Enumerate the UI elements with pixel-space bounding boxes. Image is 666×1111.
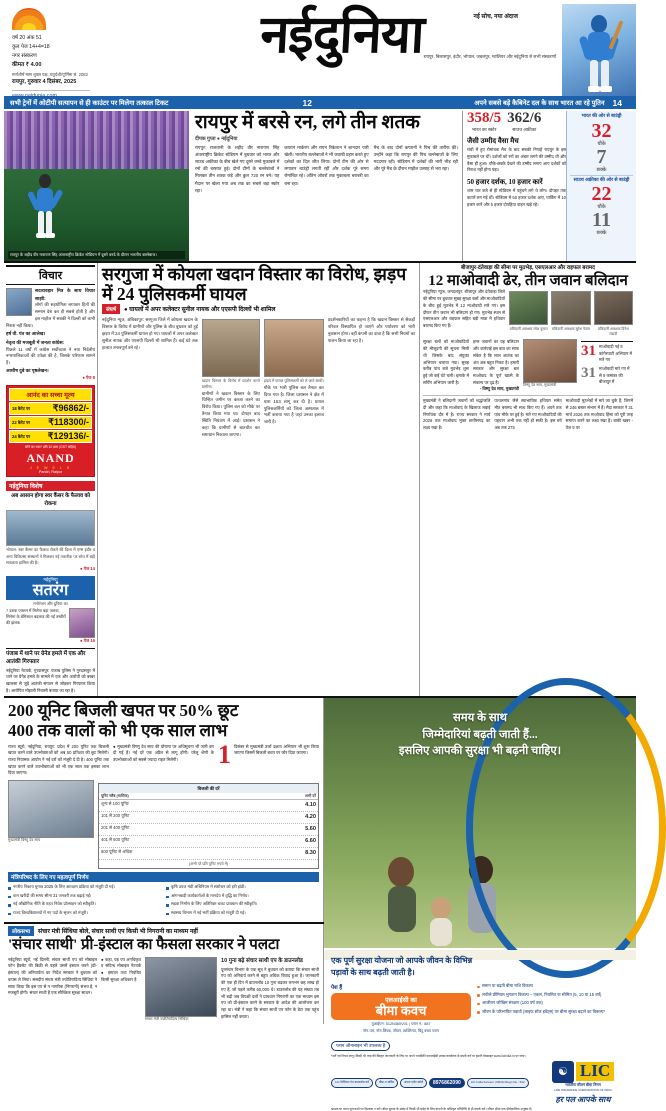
martyr-photo-1: [509, 291, 548, 325]
lic-lower-panel: [324, 950, 636, 1111]
martyr-caption-3: बलिदानी आरक्षक दिनेश मंडावी: [597, 327, 629, 337]
sanchar-col-2: ● कहा, यह एप अनधिकृत व संदिग्ध मोबाइल नेटवर्क ● इंस्टाल तथा नियंत्रित किसी सुरक्षा अधिकार है: [101, 956, 142, 982]
sanchar-story: [4, 924, 324, 1025]
lic-chip-agent[interactable]: अपना एजेंट खोजें: [400, 1078, 427, 1088]
rate-table-row: [99, 848, 318, 860]
opinion-page-ref[interactable]: ● पेज 8: [82, 374, 95, 380]
electricity-col-2: ● मुख्यमंत्री विष्णु देव साय की घोषणा पर अधिसूचना भी जारी कर दी गई है। नई दरें एक अप्रैल से लागू होंगी। घरेलू श्रेणी के उपभोक्ताओं को सबसे ज्यादा राहत मिलेगी।: [113, 743, 214, 762]
lic-disclaimer: *शर्तें एवं नियम लागू। किसी भी तरह की विस्तृत जानकारी के लिए या अपने नजदीकी एलआईसी शाखा कार्यालय से संपर्क करें या हमारी वेबसाइट www.licindia.in पर जाएं।: [331, 1054, 526, 1059]
india-score-block: [467, 111, 501, 133]
gold-rate-ad[interactable]: [6, 385, 95, 477]
maoist-quote-source: - विष्णु देव साय, मुख्यमंत्री: [479, 386, 519, 392]
coal-col-2: ग्रामीणों ने खदान विस्तार के लिए चिन्हित जमीन पर कब्जा करने का विरोध किया। पुलिस बल को मौके पर तैनात किया गया था। दोपहर बाद स्थिति नियंत्रण में आई। प्रशासन ने कहा कि ग्रामीणों से बातचीत कर समाधान निकाला जाएगा।: [201, 390, 260, 437]
gold-rate-row: [9, 416, 92, 429]
gold-ad-note: सोने का भाव* प्रति 10 ग्राम (GST सहित): [25, 444, 76, 449]
minister-caption: मुख्यमंत्री विष्णु देव साय: [8, 838, 41, 843]
lic-feature: लचीले प्रीमियम भुगतान विकल्प – एकल, नियमित या सीमित (5, 10 या 15 वर्ष): [477, 992, 629, 999]
price-line: कीमत ₹ 4.00: [12, 62, 42, 69]
sanchar-col-1: [8, 957, 97, 1023]
lic-slogan: हर पल आपके साथ: [555, 1094, 611, 1104]
hindi-date-line: मार्गशीर्ष मास शुक्ल पक्ष, चतुर्दशी/पूर्णिमा सं. 2082: [12, 72, 88, 78]
lic-tagline-line-3: इसलिए आपकी सुरक्षा भी बढ़नी चाहिए।: [398, 745, 562, 758]
maoist-stat-1-text: माओवादी नई व कांगेरघाटी अभियान में मारे गए: [599, 344, 633, 363]
maoist-stats: [581, 341, 633, 385]
lic-pesh-label: पेश हैं: [331, 985, 343, 992]
satrang-banner[interactable]: [6, 576, 95, 600]
satrang-content: [6, 608, 95, 638]
martyr-caption-2: बलिदानी आरक्षक सुरेश नेताम: [551, 327, 591, 332]
crowd-background: [4, 111, 189, 173]
band-two: [4, 263, 636, 698]
rate-table-header: [99, 793, 318, 800]
sa-sixes-unit: छक्के: [596, 230, 607, 237]
lic-chip-group: [331, 1078, 532, 1088]
score-sub1-text: रांची में हुए रोमांचक मैच के बाद सबकी निगाहें रायपुर के इस मुकाबले पर थीं। दर्शकों को रनों का अंबार लगने की उम्मीद थी और वैसा ही हुआ। चौके-छक्के देखने की उम्मीद लगाए आए दर्शकों को निराश नहीं होना पड़ा।: [467, 147, 566, 173]
lic-brand-tags: नॉन-पार, नॉन-लिंक्ड, जीवन, व्यक्तिगत, बिंदु बचत प्लान: [363, 1029, 439, 1034]
cm-photo-wrap: [523, 339, 577, 393]
opinion-author-photo: [6, 288, 32, 316]
martyr-caption-1: बलिदानी आरक्षक रमेश कुमार: [509, 327, 548, 332]
maoist-foot-row: [423, 395, 633, 432]
lic-tagline: [324, 710, 636, 759]
cabinet-item: आंगनबाड़ी कार्यकर्ताओं के मानदेय में वृद्धि का निर्णय।: [166, 893, 319, 900]
sanchar-minister-photo: [145, 957, 217, 1017]
lead-photo-caption: रायपुर के शहीद वीर नारायण सिंह अंतरराष्ट्रीय क्रिकेट स्टेडियम में दूसरे वनडे के दौरान भारतीय बल्लेबाज।: [8, 251, 185, 259]
lead-photo: [4, 111, 189, 261]
lead-story: [4, 111, 636, 263]
electricity-headline-1[interactable]: 200 यूनिट बिजली खपत पर 50% छूट: [8, 701, 239, 721]
lic-feature: जीवन के परिभाषित पड़ावों (लाइफ स्टेज इवेंट्स) पर बीमा सुरक्षा बढ़ाने का विकल्प*: [477, 1009, 629, 1016]
batsman-illustration: [566, 10, 632, 96]
sanchar-headline[interactable]: 'संचार साथी' प्री-इंस्टाल का फैसला सरकार ने पलटा: [8, 936, 280, 953]
opinion-item-2[interactable]: [6, 339, 95, 375]
lic-chip-app[interactable]: LIC डिजिटल ऐप डाउनलोड करें: [331, 1078, 373, 1088]
opinion-item-2-title: नेतृत्व की मजबूती में जनता कांग्रेस:: [6, 340, 65, 346]
rate-slab-1: शून्य से 100 यूनिट: [101, 801, 129, 807]
coal-headline[interactable]: सरगुजा में कोयला खदान विस्तार का विरोध, झड़प में 24 पुलिसकर्मी घायल: [102, 264, 407, 304]
satrang-brand-small: नईदुनिया: [43, 576, 58, 582]
volume-line: वर्ष 20 अंक 51: [12, 35, 42, 41]
cabinet-item: नगरीय निकाय चुनाव 2025 के लिए आरक्षण प्रक्रिया को मंजूरी दी गई।: [8, 884, 161, 891]
coal-caption-2: झड़प में घायल पुलिसकर्मी को ले जाते साथी।: [263, 379, 324, 384]
sa-boundary-caption: साउथ अफ्रीका की ओर से बाउंड्री: [573, 177, 630, 183]
maoist-mugshots: [509, 291, 633, 325]
punjab-headline[interactable]: पंजाब में थाने पर ग्रेनेड हमले में एक और आतंकी गिरफ्तार: [6, 648, 95, 667]
electricity-columns: [8, 739, 319, 778]
lic-wordmark: LIC: [576, 1062, 614, 1081]
masthead-tagline: नई सोच, नया अंदाज: [473, 14, 518, 20]
cabinet-item: सड़क निर्माण के लिए अतिरिक्त बजट प्रावधान की स्वीकृति।: [166, 901, 319, 908]
cabinet-item: धान खरीदी की समय सीमा 31 जनवरी तक बढ़ाई गई।: [8, 893, 161, 900]
coal-col-4: प्रदर्शनकारियों का कहना है कि खदान विस्तार से सैकड़ों परिवार विस्थापित हो जाएंगे और पर्यावरण को भारी नुकसान होगा। वहीं कंपनी का दावा है कि सभी नियमों का पालन किया जा रहा है।: [327, 317, 415, 343]
cities-line: रायपुर, बिलासपुर, इंदौर, भोपाल, जबलपुर, ग्वालियर और नईदुनिया से सभी संस्करणों: [423, 54, 556, 59]
coal-photo-1: [202, 319, 260, 377]
maoist-stat-row-2: [581, 366, 633, 385]
sanchar-sub-headline: 10 गुना बढ़े संचार साथी एप के डाउनलोड: [221, 957, 303, 964]
cm-photo: [523, 339, 577, 383]
satrang-text: 7 दशक एक्शन में मिलेगा बड़ा जलवा, सिनेमा के बेमिसाल बदलाव की नई तस्वीरों की झलक: [6, 607, 66, 626]
maoist-foot-2-wrap: [566, 398, 633, 432]
cabinet-item: कृषि उपज मंडी अधिनियम में संशोधन को हरी झंडी।: [166, 884, 319, 891]
sa-score-label: साउथ अफ्रीका: [512, 127, 537, 132]
maoist-quote: हमर जवानों का यह बलिदान और कार्रवाई इस बात का साफ संकेत है कि लाल आतंक का अंत अब बहुत निकट है। हमारी सरकार और सुरक्षा बल माओवाद के पूर्ण खात्मे के संकल्प पर दृढ़ हैं।: [473, 339, 519, 385]
satrang-brand: सतरंग: [32, 581, 69, 599]
lead-col-3: मैच के बाद दोनों कप्तानों ने पिच की तारीफ की। उन्होंने कहा कि रायपुर की पिच बल्लेबाजों के लिए मददगार रही। स्टेडियम में दर्शकों की भारी भीड़ रही और पूरे मैच के दौरान माहौल उत्साह से भरा रहा।: [373, 144, 458, 172]
gold-rate-row: [9, 402, 92, 415]
india-sixes-unit: छक्के: [596, 166, 607, 173]
place-date-line: रायपुर, गुरुवार 4 दिसंबर, 2025: [12, 79, 77, 86]
gold-rate-22: ₹118300/-: [48, 416, 89, 427]
rate-value-1: 4.10: [305, 802, 316, 809]
coal-col-3-wrap: [264, 317, 324, 439]
india-sixes: 7: [596, 145, 607, 168]
score-sub1-title: जैसी उम्मीद वैसा मैच: [467, 137, 519, 146]
lic-social-line: LIC India Forever | IRDAI Regn No.: 512: [467, 1078, 529, 1088]
lead-columns: [195, 144, 458, 194]
rate-value-5: 8.30: [305, 850, 316, 856]
teaser-left-page: 12: [302, 97, 312, 108]
electricity-big-wrap: [218, 739, 319, 778]
sanchar-columns: [8, 957, 319, 1023]
cabinet-decisions-bar: मंत्रिपरिषद के लिए गए महत्वपूर्ण निर्णय: [8, 872, 319, 882]
lic-feature: आजीवन जोखिम संरक्षण (100 वर्ष तक): [477, 1000, 629, 1007]
maoist-stat-wrap: [581, 339, 633, 393]
punjab-text: नईदुनिया नेटवर्क, गुरदासपुर: पंजाब पुलिस ने गुरदासपुर में थाने पर ग्रेनेड हमले के मामले में एक और आरोपी को बब्बर खालसा से जुड़े आतंकी संगठन से जोड़कर गिरफ्तार किया है। आरोपित मोहाली निवासी बताया जा रहा है।: [6, 667, 95, 693]
india-score: 358/5: [467, 110, 502, 126]
sanchar-col-3-text: दूरसंचार विभाग के एक सूत्र ने बुधवार को बताया कि संचार साथी एप को अनिवार्य करने से बहुत अधिक विवाद हुआ है। जानकारी की एक ही दिन में डाउनलोड 10 गुना बढ़कर लगभग छह लाख हो गए हैं, जो पहले करीब 60,000 थे। डाउनलोड की यह संख्या तब भी बढ़ी जब विपक्षी दलों ने प्रावधान निगरानी का एक माध्यम इस एप को प्री-इंस्टाल करने के सरकार के आदेश की आलोचना कर रहा था। मंत्री ने कहा कि संचार साथी एप फोन के डेटा तक पहुंच हासिल नहीं करता।: [221, 966, 319, 1019]
cabinet-decisions-list: [8, 884, 319, 919]
opinion-item-1-title: सदव्यवहार मित्र के साथ विचार साझी:: [35, 288, 95, 301]
lic-uin: यूआईएन: 512N360V01 | प्लान नं.: 887: [371, 1022, 431, 1027]
lic-hindi-name: भारतीय जीवन बीमा निगम: [565, 1082, 601, 1087]
cricketer-illustration: [22, 171, 68, 243]
maoist-quote-wrap: [473, 339, 519, 393]
coal-columns: [102, 317, 415, 439]
opinion-section-title: विचार: [6, 265, 95, 285]
masthead: [4, 4, 636, 100]
sunburst-icon: [12, 8, 46, 30]
india-fours-unit: चौके: [597, 140, 606, 147]
lic-product-line-2: बीमा कवच: [375, 1003, 427, 1019]
india-fours: 32: [591, 119, 612, 142]
masthead-info: [4, 4, 122, 99]
opinion-item-1-author: हर्ष वी. पंत का आलेख।: [6, 330, 46, 336]
coal-kicker-row: [102, 304, 415, 314]
lead-headline[interactable]: रायपुर में बरसे रन, लगे तीन शतक: [195, 112, 420, 133]
sanchar-kicker: संचार मंत्री सिंधिया बोले, संचार साथी एप किसी भी निगरानी का माध्यम नहीं: [38, 928, 198, 935]
gold-rate-18: ₹96862/-: [52, 402, 89, 413]
electricity-col-1: राज्य ब्यूरो, नईदुनिया, रायपुर: प्रदेश में 200 यूनिट तक बिजली खपत करने वाले उपभोक्ताओं को अब 50 प्रतिशत की छूट मिलेगी। राज्य नियामक आयोग ने नई दरों को मंजूरी दे दी है। 400 यूनिट तक खपत करने वाले उपभोक्ताओं को भी एक साल तक इसका लाभ दिया जाएगा।: [8, 743, 109, 776]
special-photo: [6, 510, 95, 546]
gold-karat-18: 18 कैरेट पर: [12, 405, 31, 411]
lic-logo-block: [537, 1061, 629, 1105]
lic-footer: [331, 1061, 629, 1105]
electricity-story: [4, 698, 324, 921]
satrang-photo: [69, 608, 95, 638]
opinion-item-2-text: पिछले 11 वर्षों में कांग्रेस सर्वोच्चता ने नया निर्दलीय नगरपालिकाओं की उपेक्षा की है, जिसके परिणाम सामने हैं।: [6, 346, 95, 366]
cabinet-item: स्वास्थ्य विभाग में नई भर्ती प्रक्रिया को मंजूरी दी गई।: [166, 910, 319, 917]
teaser-right-text[interactable]: अपने सबसे बड़े कैबिनेट दल के साथ भारत आ रहे पुतिन: [474, 100, 605, 107]
opinion-item-1[interactable]: [6, 287, 95, 337]
rate-table-col-rate: अभी दरें: [304, 794, 316, 799]
maoist-headline[interactable]: 12 माओवादी ढेर, तीन जवान बलिदान: [428, 272, 628, 289]
sa-sixes: 11: [592, 209, 611, 232]
cabinet-list-right: [166, 884, 319, 919]
martyr-photo-2: [551, 291, 590, 325]
rate-value-2: 4.20: [305, 814, 316, 821]
rate-slab-4: 401 से 600 यूनिट: [101, 837, 130, 843]
coal-story: [98, 263, 420, 696]
teaser-left-text[interactable]: सभी ट्रेनों में ओटीपी सत्यापन से ही काउंटर पर मिलेगा तत्काल टिकट: [10, 100, 169, 107]
lic-product-badge: [331, 993, 471, 1020]
special-headline[interactable]: अब आसान होगा स्वर कैंसर के फैलाव को रोकना: [10, 492, 91, 507]
website-link[interactable]: www.naidunia.com: [12, 90, 90, 99]
lic-tagline-line-1: समय के साथ: [452, 712, 507, 725]
stats-divider: [570, 175, 633, 176]
maoist-stat-2-text: माओवादी मारे गए में से 9 कमांडर की बीजापुर में: [599, 366, 630, 384]
coal-col-1: नईदुनिया न्यूज, अंबिकापुर: सरगुजा जिले में कोयला खदान के विस्तार के विरोध में ग्रामीणों और पुलिस के बीच बुधवार को हुई झड़प में 24 पुलिसकर्मी घायल हो गए। घायलों में अपर कलेक्टर सुनील नायक और एएसपी दिल्लों भी शामिल हैं। कई घंटे तक हालात तनावपूर्ण बने रहे।: [102, 317, 198, 350]
special-caption: भोपाल: स्वर कैंसर का फैलाव रोकने की दिशा में एम्स इंदौर व अन्य चिकित्सा संस्थानों ने मिलकर नई तकनीक पर शोध में बड़ी सफलता हासिल की है।: [6, 547, 95, 565]
lic-helpline-number[interactable]: 8976862090: [429, 1078, 465, 1088]
maoist-mugshots-wrap: [509, 289, 633, 337]
rate-table: [98, 783, 319, 869]
maoist-col-2: सुरक्षा बलों को माओवादियों की मौजूदगी की सूचना मिली थी जिसके बाद संयुक्त अभियान चलाया गया। सुबह करीब पांच बजे मुठभेड़ शुरू हुई जो कई घंटे चली। इलाके में सर्चिंग अभियान जारी है।: [423, 339, 469, 385]
gold-karat-22: 22 कैरेट पर: [12, 419, 31, 425]
lead-col-2: कप्तान मार्करम और रायन रिकेल्टन ने शानदार पारी खेली। भारतीय बल्लेबाजों ने भी जवाबी प्रहार करते हुए दर्शकों का दिल जीत लिया। दोनों टीम की ओर से लगातार बाउंड्री लगती रहीं और दर्शक पूरे समय रोमांचित रहे। अंतिम ओवरों तक मुकाबला बराबरी का बना रहा।: [284, 144, 369, 186]
score-sub2-text: शाम चार बजे से ही स्टेडियम में पहुंचने लगे थे लोग। दोपहर तक कतारें लग गई थीं। स्टेडियम में 50 हजार दर्शक आए, पार्किंग में 10 हजार कारें और 5 हजार दोपहिया वाहन खड़े रहे।: [467, 188, 566, 207]
rate-slab-3: 201 से 400 यूनिट: [101, 825, 130, 831]
electricity-big-text: दिसंबर से मुख्यमंत्री उर्जा दक्षता अभियान भी शुरू किया जाएगा जिसमें बिजली बचत पर जोर दिया जाएगा।: [234, 743, 319, 756]
lic-advertisement[interactable]: [324, 698, 636, 1111]
lic-brand-block: [331, 983, 471, 1052]
coal-col-3: मौके पर भारी पुलिस बल तैनात कर दिया गया है। जिला प्रशासन ने क्षेत्र में धारा 163 लागू कर दी है। घायल पुलिसकर्मियों को जिला अस्पताल में भर्ती कराया गया है जहां उनका इलाज जारी है।: [263, 384, 324, 425]
sa-score-block: [507, 111, 541, 133]
cabinet-item: राज्य विश्वविद्यालयों में नए पदों के सृजन को मंजूरी।: [8, 910, 161, 917]
rate-table-row: [99, 824, 318, 836]
maoist-kicker: बीजापुर-दंतेवाड़ा की सीमा पर मुठभेड़, एसएलआर और राइफल बरामद: [460, 265, 596, 271]
electricity-headline-2[interactable]: 400 तक वालों को भी एक साल लाभ: [8, 721, 228, 740]
coal-caption-1: खदान विस्तार के विरोध में प्रदर्शन करते ग्रामीण।: [201, 379, 260, 389]
cm-photo-caption: विष्णु देव साय, मुख्यमंत्री: [523, 383, 557, 388]
coal-photo-2: [264, 319, 324, 377]
cabinet-list-left: [8, 884, 161, 919]
lic-logo-row: [537, 1061, 629, 1083]
sanchar-photo-caption: संचार मंत्री ज्योतिरादित्य सिंधिया: [145, 1016, 189, 1021]
score-sub2-title: 50 हजार दर्शक, 10 हजार कारें: [467, 178, 543, 187]
india-boundary-caption: भारत की ओर से बाउंड्री: [581, 114, 622, 119]
rate-value-4: 6.60: [305, 838, 316, 845]
lic-availability: प्लान ऑनलाइन भी उपलब्ध है: [331, 1041, 390, 1051]
boundary-stats: [566, 111, 636, 261]
martyr-photo-3: [594, 291, 633, 325]
satrang-subtitle: मनोरंजन और दुनिया का: [33, 600, 68, 606]
brand-name: नईदुनिया: [259, 7, 426, 64]
sanchar-col-1-text: नईदुनिया ब्यूरो, नई दिल्ली: संचार साथी एप को मोबाइल फोन हैंडसेट की बिक्री से पहले उसमें इंस्टाल करने (प्री-इंस्टाल) की अनिवार्यता का निर्देश सरकार ने बुधवार को वापस ले लिया। संसदीय संचार मंत्री ज्योतिरादित्य सिंधिया ने साफ किया कि इस एप से न नागरिक (निगरानी) संभव है, न मजबूरी होगी। संचार साथी है एक स्वैच्छिक सुरक्षा साधन।: [8, 956, 98, 996]
rate-table-title: बिजली की दरें: [99, 784, 318, 793]
coal-kicker: ● घायलों में अपर कलेक्टर सुनील नायक और एएसपी दिल्लों भी शामिल: [123, 307, 276, 314]
maoist-col-1: नईदुनिया न्यूज, जगदलपुर: बीजापुर और दंतेवाड़ा जिले की सीमा पर बुधवार सुबह सुरक्षा बलों और माओवादियों के बीच हुई मुठभेड़ में 12 माओवादी मारे गए। इस दौरान तीन जवान भी बलिदान हो गए। मुठभेड़ स्थल से एसएलआर और राइफल सहित बड़ी मात्रा में हथियार बरामद किए गए हैं।: [423, 289, 505, 328]
lic-features: [477, 983, 629, 1052]
gold-ad-title: आनंद का सच्चा मूल्य: [9, 388, 92, 401]
special-page-ref[interactable]: ● पेज 14: [80, 565, 95, 571]
masthead-logo: [122, 4, 562, 62]
cabinet-item: नई औद्योगिक नीति के तहत निवेश प्रोत्साहन को स्वीकृति।: [8, 901, 161, 908]
maoist-mid-row: [423, 339, 633, 393]
rate-table-row: [99, 812, 318, 824]
maoist-story: [420, 263, 636, 696]
maoist-stat-2-number: 31: [581, 365, 596, 382]
rate-table-footer: (अभी दरें प्रति यूनिट रुपये में): [188, 861, 229, 866]
lic-blurb: एक पूर्ण सुरक्षा योजना जो आपके जीवन के विभिन्न पड़ावों के साथ बढ़ती जाती है।: [331, 956, 473, 978]
lic-chip-service[interactable]: बीमा-ए सर्विस: [375, 1078, 398, 1088]
lic-footnote: भ्रामक या गलत सूचनाओं पर विश्वास न करें। बीमा सुरक्षा के संबंध में किसी भी संदेह के लिए कंपनी के अधिकृत प्रतिनिधि से ही संपर्क करें। जीवन बीमा एक दीर्घकालिक अनुबंध है।: [331, 1106, 533, 1111]
lead-body: [189, 111, 462, 261]
electricity-table-row: [8, 780, 319, 869]
lic-english-name: LIFE INSURANCE CORPORATION OF INDIA: [554, 1087, 612, 1092]
gold-karat-24: 24 कैरेट पर: [12, 433, 31, 439]
teaser-right-page: 14: [612, 97, 622, 108]
sa-fours: 22: [591, 183, 612, 206]
sanchar-badge: लोकसभा: [8, 926, 34, 936]
rate-table-row: [99, 836, 318, 848]
edition-line: नगर संस्करण: [12, 53, 37, 60]
minister-photo-wrap: [8, 780, 94, 869]
satrang-page-ref[interactable]: ● पेज 16: [80, 637, 95, 643]
lic-brand-and-features: [331, 983, 629, 1052]
anand-jewels-sub: J E W E L S: [29, 465, 72, 470]
sa-fours-unit: चौके: [597, 204, 606, 211]
lic-product-line-1: एलआईसी का: [385, 997, 417, 1005]
opinion-item-1-text: लोगों की सहयोगिता लगातार हितों की सम्मान देश कर ही सबसे होती है और इस माहौल में सबकी ने दिल्ली को कभी निराश नहीं किया।: [6, 302, 95, 328]
india-score-label: भारत का स्कोर: [471, 127, 497, 132]
sanchar-kicker-row: [8, 926, 319, 936]
maoist-col-3: मुख्यमंत्री ने बलिदानी जवानों को श्रद्धांजलि दी और कहा कि माओवाद के खिलाफ लड़ाई निर्णायक दौर में है। राज्य सरकार ने मार्च 2026 तक माओवाद मुक्त छत्तीसगढ़ का लक्ष्य रखा है।: [423, 398, 491, 431]
anand-jewels-logo: ANAND: [26, 450, 75, 465]
rate-slab-2: 101 से 200 यूनिट: [101, 813, 130, 819]
pages-line: कुल पेज 14+4=18: [12, 44, 50, 51]
gold-rate-24: ₹129136/-: [47, 430, 89, 441]
anand-jewels-city: Pandri, Raipur: [39, 469, 62, 474]
sanchar-photo-wrap: [145, 957, 217, 1023]
minister-photo: [8, 780, 94, 838]
lic-tagline-line-2: जिम्मेदारियां बढ़ती जाती हैं...: [422, 728, 538, 741]
maoist-page-ref[interactable]: बाकी खबर - पेज 9 पर: [565, 418, 633, 431]
lic-seal-icon: ☯: [552, 1061, 574, 1083]
left-sidebar: [4, 263, 98, 696]
rate-value-3: 5.60: [305, 826, 316, 833]
coal-badge: संघर्ष: [102, 304, 120, 314]
score-box: [462, 111, 566, 261]
coal-col-2-wrap: [202, 317, 260, 439]
maoist-mug-captions: [509, 327, 633, 337]
maoist-foot-2: माओवादी मुठभेड़ों में मारे जा चुके हैं, जिनमें से 246 बस्तर संभाग में हैं। मैदा सरकार ने 31 मार्च 2026 तक माओवाद हिंसा को पूरी तरह समाप्त करने का लक्ष्य रखा है।: [565, 398, 633, 424]
rate-table-row: [99, 800, 318, 812]
maoist-stat-1-number: 31: [581, 343, 596, 360]
rate-slab-5: 600 यूनिट से अधिक: [101, 849, 133, 854]
rate-table-col-slab: यूनिट स्लैब (मासिक): [101, 794, 129, 799]
lic-feature: समान या बढ़ती बीमा राशि विकल्प: [477, 983, 629, 990]
sanchar-col-3-wrap: [221, 957, 319, 1023]
maoist-foot-1: पत्थलगांव जैसे स्वाभाविक हथियार समेत मौत बरामद भी साथ किए गए हैं। अपने तक पांच मौके पर हुई है। मारे गए माओवादियों की पहचान अभी तक नहीं हो सकी है। इस वर्ष अब तक 275: [494, 398, 562, 431]
maoist-top-row: [423, 289, 633, 337]
maoist-stat-row-1: [581, 344, 633, 363]
masthead-cricket-photo: [562, 4, 636, 96]
opinion-item-2-author: आशीष दुबे का पृष्ठलेखन।: [6, 368, 49, 374]
electricity-big-number: 1: [218, 739, 231, 769]
gold-rate-row: [9, 430, 92, 443]
sa-score: 362/6: [507, 110, 542, 126]
electricity-rate-table: [98, 780, 319, 869]
naidunia-special-badge: नईदुनिया विशेष: [6, 481, 95, 491]
score-row: [467, 111, 566, 133]
lead-byline: दीपक गुप्ता ● नईदुनिया: [195, 135, 238, 142]
lead-col-1: रायपुर: राजधानी के शहीद वीर नारायण सिंह अंतरराष्ट्रीय क्रिकेट स्टेडियम में बुधवार को भारत और साउथ अफ्रीका के बीच खेले गए दूसरे वनडे मुकाबले में रनों की बरसात हुई। दोनों टीमों के बल्लेबाजों ने मिलकर तीन शतक जड़े और कुल 720 रन बने। यह मैदान पर खेला गया अब तक का सबसे बड़ा स्कोर रहा।: [195, 144, 280, 193]
